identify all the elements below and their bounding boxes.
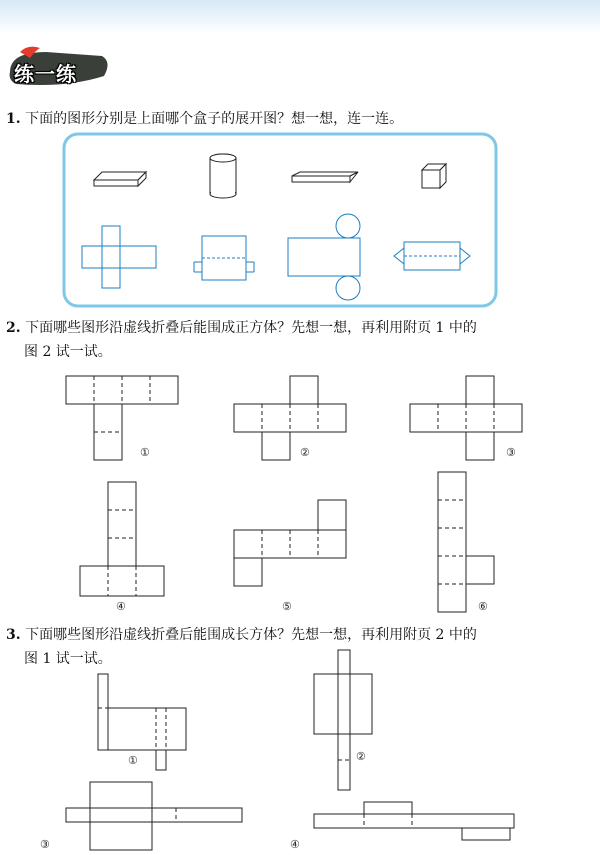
question-2-line1: 下面哪些图形沿虚线折叠后能围成正方体？先想一想，再利用附页 1 中的	[25, 320, 477, 336]
question-2-number: 2.	[6, 320, 21, 336]
section-title: 练一练	[14, 62, 77, 86]
q2-label-2: ②	[300, 446, 310, 459]
question-1-number: 1.	[6, 111, 21, 127]
question-3-line2: 图 1 试一试。	[24, 651, 112, 667]
box-cube	[422, 164, 446, 188]
question-1-text: 下面的图形分别是上面哪个盒子的展开图？想一想，连一连。	[25, 111, 404, 127]
q2-label-5: ⑤	[282, 600, 292, 613]
net-cross	[82, 226, 156, 288]
q2-label-4: ④	[116, 600, 126, 613]
q2-net-1	[66, 376, 178, 460]
q3-label-2: ②	[356, 750, 366, 763]
box-long-prism	[94, 172, 146, 186]
question-3-line1: 下面哪些图形沿虚线折叠后能围成长方体？先想一想，再利用附页 2 中的	[25, 627, 477, 643]
q2-net-5	[234, 500, 346, 586]
q3-net-1	[98, 674, 186, 770]
q3-net-3	[66, 782, 242, 850]
box-cylinder	[210, 154, 236, 198]
q3-net-2	[314, 650, 372, 790]
q1-box-frame	[64, 134, 496, 306]
box-triangular-prism	[292, 172, 358, 182]
q3-net-4	[314, 802, 514, 840]
net-triangular-prism	[394, 242, 470, 270]
question-3-number: 3.	[6, 627, 21, 643]
q2-label-3: ③	[506, 446, 516, 459]
q2-net-2	[234, 376, 346, 460]
q3-label-1: ①	[128, 754, 138, 767]
question-2-line2: 图 2 试一试。	[24, 344, 112, 360]
q2-net-6	[438, 472, 494, 612]
net-cylinder	[288, 214, 360, 300]
q3-label-4: ④	[290, 838, 300, 851]
q2-label-1: ①	[140, 446, 150, 459]
q2-label-6: ⑥	[478, 600, 488, 613]
q3-label-3: ③	[40, 838, 50, 851]
net-rect-flaps	[194, 236, 254, 280]
q2-net-4	[80, 482, 164, 596]
